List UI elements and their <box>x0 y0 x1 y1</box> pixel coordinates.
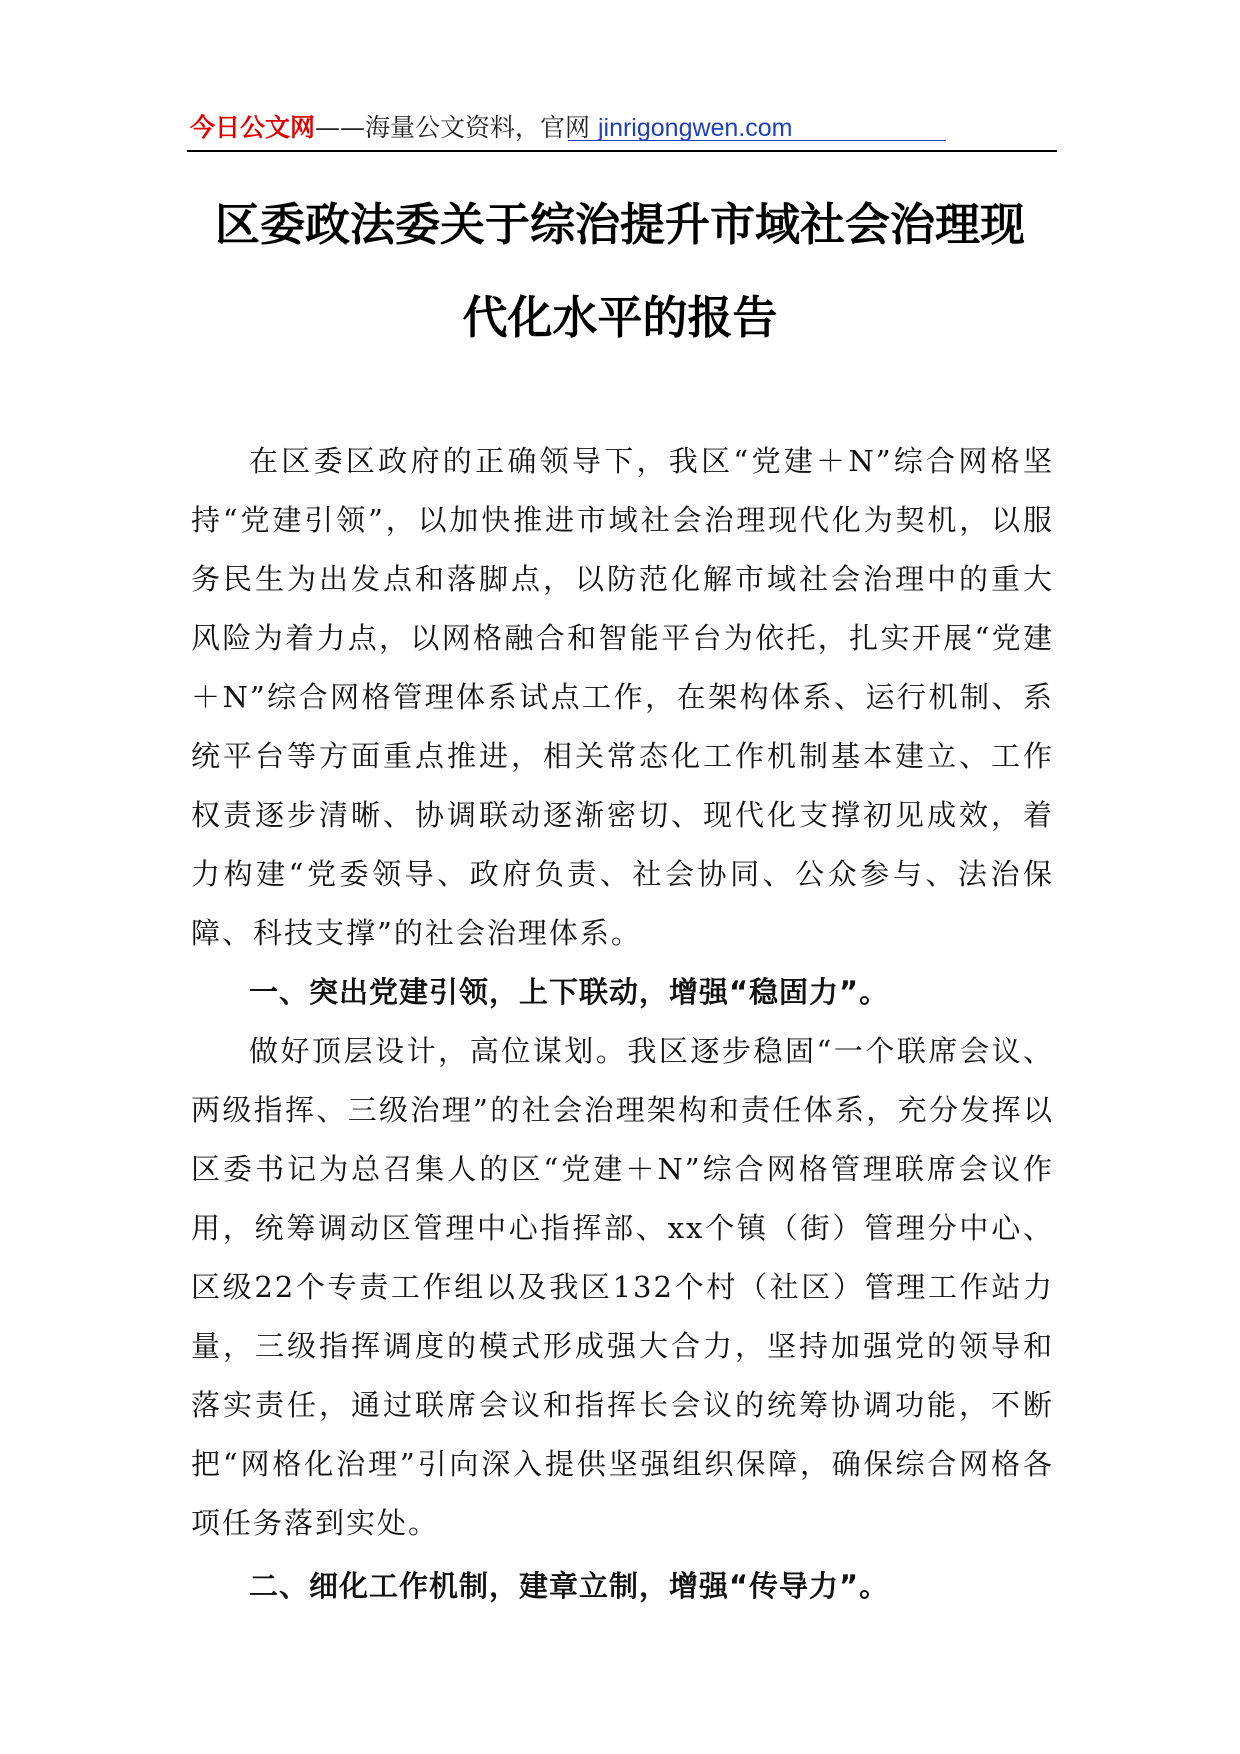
section-heading-1: 一、突出党建引领，上下联动，增强“稳固力”。 <box>249 975 890 1009</box>
section-1-paragraph: 做好顶层设计，高位谋划。我区逐步稳固“一个联席会议、两级指挥、三级治理”的社会治理架构和责任体系，充分发挥以区委书记为总召集人的区“党建＋N”综合网格管理联席会议作用，统筹调动区管理中心指挥部、xx个镇（街）管理分中心、区级22个专责工作组以及我区132个村（社区）管理工作站力量，三级指挥调度的模式形成强大合力，坚持加强党的领导和落实责任，通过联席会议和指挥长会议的统筹协调功能，不断把“网格化治理”引向深入提供坚强组织保障，确保综合网格各项任务落到实处。 <box>191 1034 1054 1540</box>
site-header <box>190 108 793 148</box>
intro-paragraph: 在区委区政府的正确领导下，我区“党建＋N”综合网格坚持“党建引领”，以加快推进市域社会治理现代化为契机，以服务民生为出发点和落脚点，以防范化解市域社会治理中的重大风险为着力点，以网格融合和智能平台为依托，扎实开展“党建＋N”综合网格管理体系试点工作，在架构体系、运行机制、系统平台等方面重点推进，相关常态化工作机制基本建立、工作权责逐步清晰、协调联动逐渐密切、现代化支撑初见成效，着力构建“党委领导、政府负责、社会协同、公众参与、法治保障、科技支撑”的社会治理体系。 <box>191 444 1054 950</box>
section-heading-2: 二、细化工作机制，建章立制，增强“传导力”。 <box>249 1569 890 1603</box>
url-underline <box>568 140 946 141</box>
document-title-line1: 区委政法委关于综治提升市域社会治理现 <box>214 198 1025 251</box>
document-title <box>150 178 1090 364</box>
site-url-link[interactable]: jinrigongwen.com <box>597 114 793 142</box>
header-tagline: 海量公文资料，官网 <box>365 113 598 142</box>
site-brand[interactable]: 今日公文网 <box>190 113 316 142</box>
header-separator: —— <box>315 113 366 142</box>
document-body <box>191 432 1054 1616</box>
document-title-line2: 代化水平的报告 <box>462 291 778 344</box>
header-divider <box>187 150 1057 152</box>
